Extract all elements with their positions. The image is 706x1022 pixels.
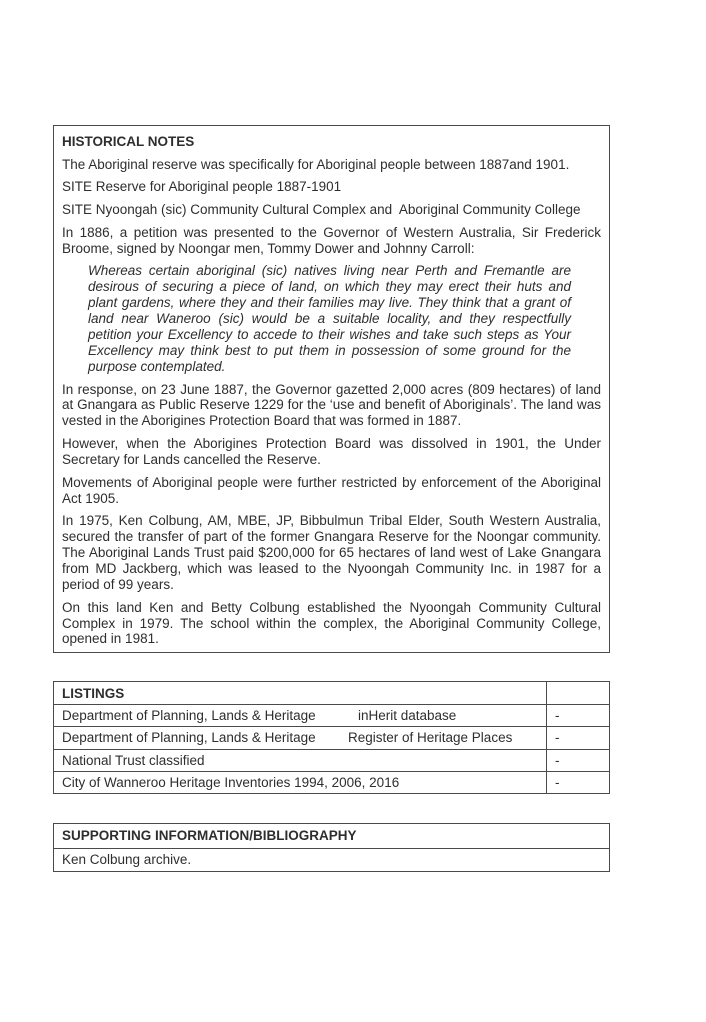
listings-row-wanneroo-inventories [54,771,609,793]
listing-organisation: Department of Planning, Lands & Heritage [62,730,316,746]
listings-row-register [54,726,609,748]
listings-cell-description [54,705,546,726]
listings-header-row [54,682,609,704]
supporting-content-row [54,848,609,872]
listing-value: - [546,727,609,748]
listing-value: - [546,772,609,793]
listings-row-national-trust [54,749,609,771]
historical-notes-paragraph-3: SITE Nyoongah (sic) Community Cultural Complex and Aboriginal Community College [62,202,581,218]
supporting-information-section [53,823,610,872]
petition-quote: Whereas certain aboriginal (sic) natives living near Perth and Fremantle are desirous of securing a piece of land, on which they may erect their huts and plant gardens, where they and their families may live. They think that a grant of land near Waneroo (sic) would be a suitable locality, and they respectfully petition your Excellency to accede to their wishes and take such steps as Your Excellency may think best to put them in possession of some ground for the purpose contemplated. [88,263,571,374]
supporting-header-row [54,824,609,848]
historical-notes-paragraph-9: On this land Ken and Betty Colbung established the Nyoongah Community Cultural Complex in 1979. The school within the complex, the Aboriginal Community College, opened in 1981. [62,599,601,647]
historical-notes-paragraph-7: Movements of Aboriginal people were further restricted by enforcement of the Aboriginal Act 1905. [62,474,601,506]
listings-title: LISTINGS [62,685,125,701]
supporting-content: Ken Colbung archive. [62,852,192,868]
historical-notes-section [53,125,610,653]
listings-table [53,681,610,794]
listing-value: - [546,750,609,771]
listing-detail: inHerit database [358,708,457,724]
historical-notes-paragraph-1: The Aboriginal reserve was specifically for Aboriginal people between 1887and 1901. [62,156,570,172]
listing-organisation: Department of Planning, Lands & Heritage [62,708,316,724]
listings-row-inherit [54,704,609,726]
historical-notes-paragraph-4: In 1886, a petition was presented to the Governor of Western Australia, Sir Frederick Broome, signed by Noongar men, Tommy Dower and Johnny Carroll: [62,224,601,256]
supporting-title: SUPPORTING INFORMATION/BIBLIOGRAPHY [62,828,357,844]
listing-organisation: National Trust classified [62,752,205,768]
listings-cell-description [54,772,546,793]
historical-notes-paragraph-5: In response, on 23 June 1887, the Governor gazetted 2,000 acres (809 hectares) of land at Gnangara as Public Reserve 1229 for the ‘use and benefit of Aboriginals’. The land was vested in the Aborigines Protection Board that was formed in 1887. [62,381,601,429]
listings-cell-description [54,750,546,771]
historical-notes-paragraph-2: SITE Reserve for Aboriginal people 1887-1901 [62,179,342,195]
listing-organisation: City of Wanneroo Heritage Inventories 1994, 2006, 2016 [62,774,400,790]
listing-value: - [546,705,609,726]
historical-notes-title: HISTORICAL NOTES [62,134,195,149]
listing-detail: Register of Heritage Places [348,730,513,746]
historical-notes-paragraph-6: However, when the Aborigines Protection Board was dissolved in 1901, the Under Secretary for Lands cancelled the Reserve. [62,436,601,467]
listings-cell-description [54,727,546,748]
historical-notes-paragraph-8: In 1975, Ken Colbung, AM, MBE, JP, Bibbulmun Tribal Elder, South Western Australia, secured the transfer of part of the former Gnangara Reserve for the Noongar community. The Aboriginal Lands Trust paid $200,000 for 65 hectares of land west of Lake Gnangara from MD Jackberg, which was leased to the Nyoongah Community Inc. in 1987 for a period of 99 years. [62,513,601,592]
listings-header-value-cell [546,682,609,704]
